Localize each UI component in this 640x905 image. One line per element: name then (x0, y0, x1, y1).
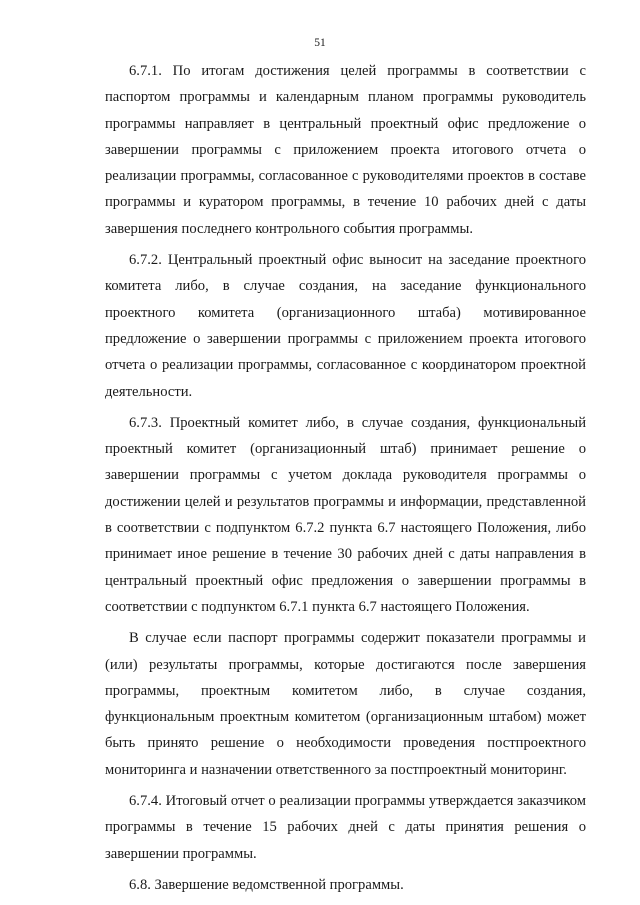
paragraph-post-project-monitoring: В случае если паспорт программы содержит показатели программы и (или) результаты программы, которые достигаются после завершения программы, проектным комитетом либо, в случае создания, функциональным проектным комитетом (организационным штабом) может быть принято решение о необходимости проведения постпроектного мониторинга и назначении ответственного за постпроектный мониторинг. (105, 630, 586, 778)
paragraph-6-7-2: 6.7.2. Центральный проектный офис выносит на заседание проектного комитета либо, в случае создания, на заседание функционального проектного комитета (организационного штаба) мотивированное предложение о завершении программы с приложением проекта итогового отчета о реализации программы, согласованное с координатором проектной деятельности. (105, 252, 586, 400)
page-number: 51 (314, 37, 326, 49)
document-body (105, 58, 586, 903)
paragraph-6-7-1: 6.7.1. По итогам достижения целей программы в соответствии с паспортом программы и календарным планом программы руководитель программы направляет в центральный проектный офис предложение о завершении программы с приложением проекта итогового отчета о реализации программы, согласованное с руководителями проектов в составе программы и куратором программы, в течение 10 рабочих дней с даты завершения последнего контрольного события программы. (105, 63, 586, 237)
paragraph-6-7-3: 6.7.3. Проектный комитет либо, в случае создания, функциональный проектный комитет (организационный штаб) принимает решение о завершении программы с учетом доклада руководителя программы о достижении целей и результатов программы и информации, представленной в соответствии с подпунктом 6.7.2 пункта 6.7 настоящего Положения, либо принимает иное решение в течение 30 рабочих дней с даты направления в центральный проектный офис предложения о завершении программы в соответствии с подпунктом 6.7.1 пункта 6.7 настоящего Положения. (105, 414, 586, 615)
section-heading-6-8: 6.8. Завершение ведомственной программы. (129, 876, 404, 893)
paragraph-6-7-4: 6.7.4. Итоговый отчет о реализации программы утверждается заказчиком программы в течение 15 рабочих дней с даты принятия решения о завершении программы. (105, 793, 586, 862)
